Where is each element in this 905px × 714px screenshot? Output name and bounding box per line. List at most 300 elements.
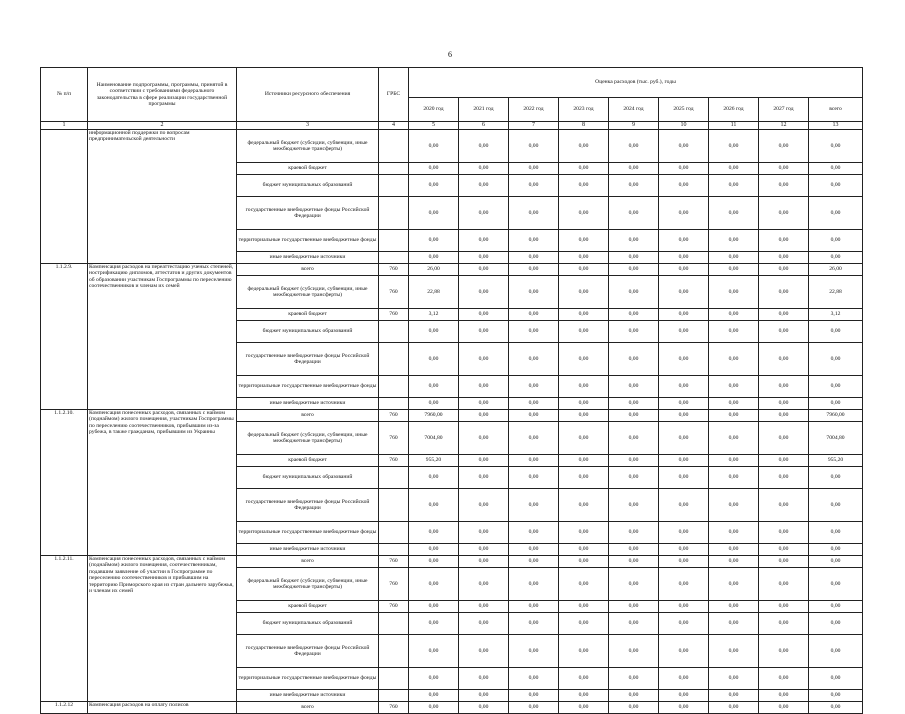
year-value: 0,00 [659, 163, 709, 175]
year-value: 0,00 [709, 398, 759, 410]
row-index: 1.1.2.12 [41, 702, 88, 714]
year-value: 0,00 [509, 668, 559, 690]
year-value: 0,00 [759, 635, 809, 668]
year-value: 0,00 [409, 544, 459, 556]
year-value: 0,00 [559, 376, 609, 398]
funding-source: территориальные государственные внебюджетные фонды [237, 230, 379, 252]
year-value: 0,00 [459, 410, 509, 422]
grbs-code: 760 [379, 276, 409, 309]
year-value: 0,00 [659, 668, 709, 690]
year-value: 0,00 [409, 230, 459, 252]
year-value: 0,00 [509, 264, 559, 276]
total-value: 0,00 [809, 163, 863, 175]
year-value: 0,00 [609, 613, 659, 635]
year-value: 0,00 [709, 422, 759, 455]
year-value: 0,00 [609, 252, 659, 264]
year-value: 0,00 [609, 601, 659, 613]
year-value: 0,00 [609, 163, 659, 175]
year-value: 0,00 [709, 309, 759, 321]
total-value: 0,00 [809, 702, 863, 714]
year-value: 0,00 [609, 544, 659, 556]
funding-source: всего [237, 264, 379, 276]
year-value: 0,00 [459, 398, 509, 410]
grbs-code [379, 635, 409, 668]
year-value: 0,00 [659, 398, 709, 410]
year-value: 0,00 [409, 467, 459, 489]
year-value: 0,00 [659, 613, 709, 635]
year-value: 0,00 [509, 163, 559, 175]
grbs-code: 760 [379, 410, 409, 422]
header-estimate: Оценка расходов (тыс. руб.), годы [409, 68, 863, 98]
year-value: 0,00 [459, 556, 509, 568]
year-value: 0,00 [659, 252, 709, 264]
grbs-code: 760 [379, 568, 409, 601]
year-value: 0,00 [459, 522, 509, 544]
funding-source: государственные внебюджетные фонды Российской Федерации [237, 489, 379, 522]
grbs-code [379, 321, 409, 343]
year-value: 0,00 [659, 522, 709, 544]
year-value: 0,00 [509, 613, 559, 635]
year-value: 0,00 [459, 230, 509, 252]
year-value: 0,00 [459, 668, 509, 690]
year-value: 0,00 [409, 635, 459, 668]
total-value: 0,00 [809, 230, 863, 252]
grbs-code [379, 163, 409, 175]
year-value: 0,00 [709, 668, 759, 690]
year-value: 955,20 [409, 455, 459, 467]
table-row [41, 410, 863, 422]
year-value: 3,12 [409, 309, 459, 321]
year-value: 0,00 [459, 163, 509, 175]
year-value: 0,00 [659, 276, 709, 309]
total-value: 0,00 [809, 175, 863, 197]
program-name: Компенсация понесенных расходов, связанных с наймом (поднаймом) жилого помещения, соотечественникам, подавшим заявление об участии в Госпрограмме по переселению соотечественников и прибывшим на территорию Приморского края из стран дальнего зарубежья, и членам их семей [88, 556, 237, 702]
year-value: 0,00 [559, 422, 609, 455]
header-year: 2027 год [759, 98, 809, 122]
funding-source: бюджет муниципальных образований [237, 613, 379, 635]
total-value: 0,00 [809, 601, 863, 613]
year-value: 0,00 [609, 343, 659, 376]
grbs-code [379, 522, 409, 544]
total-value: 0,00 [809, 668, 863, 690]
year-value: 0,00 [509, 422, 559, 455]
year-value: 0,00 [709, 556, 759, 568]
funding-source: федеральный бюджет (субсидии, субвенции, иные межбюджетные трансферты) [237, 276, 379, 309]
year-value: 0,00 [709, 410, 759, 422]
year-value: 0,00 [459, 702, 509, 714]
year-value: 0,00 [459, 130, 509, 163]
year-value: 0,00 [709, 264, 759, 276]
year-value: 0,00 [459, 544, 509, 556]
year-value: 0,00 [759, 410, 809, 422]
year-value: 0,00 [559, 197, 609, 230]
year-value: 0,00 [659, 455, 709, 467]
year-value: 0,00 [559, 276, 609, 309]
total-value: 22,88 [809, 276, 863, 309]
year-value: 0,00 [509, 568, 559, 601]
year-value: 0,00 [459, 197, 509, 230]
year-value: 0,00 [609, 690, 659, 702]
grbs-code [379, 197, 409, 230]
header-year: 2020 год [409, 98, 459, 122]
year-value: 0,00 [609, 376, 659, 398]
year-value: 0,00 [609, 568, 659, 601]
funding-source: государственные внебюджетные фонды Российской Федерации [237, 343, 379, 376]
year-value: 0,00 [459, 422, 509, 455]
column-number: 12 [759, 122, 809, 130]
grbs-code [379, 467, 409, 489]
year-value: 0,00 [559, 702, 609, 714]
grbs-code: 760 [379, 264, 409, 276]
year-value: 0,00 [409, 522, 459, 544]
grbs-code [379, 613, 409, 635]
year-value: 0,00 [609, 197, 659, 230]
year-value: 0,00 [509, 343, 559, 376]
year-value: 0,00 [559, 163, 609, 175]
grbs-code: 760 [379, 702, 409, 714]
year-value: 0,00 [559, 544, 609, 556]
year-value: 0,00 [509, 376, 559, 398]
year-value: 0,00 [659, 467, 709, 489]
year-value: 0,00 [559, 568, 609, 601]
funding-source: иные внебюджетные источники [237, 690, 379, 702]
grbs-code [379, 489, 409, 522]
year-value: 0,00 [409, 601, 459, 613]
header-source: Источники ресурсного обеспечения [237, 68, 379, 122]
column-number: 10 [659, 122, 709, 130]
year-value: 0,00 [759, 130, 809, 163]
funding-source: краевой бюджет [237, 601, 379, 613]
total-value: 7004,80 [809, 422, 863, 455]
year-value: 0,00 [659, 130, 709, 163]
funding-source: территориальные государственные внебюджетные фонды [237, 376, 379, 398]
year-value: 0,00 [509, 410, 559, 422]
year-value: 0,00 [559, 690, 609, 702]
total-value: 3,12 [809, 309, 863, 321]
year-value: 0,00 [509, 467, 559, 489]
year-value: 0,00 [509, 252, 559, 264]
total-value: 0,00 [809, 467, 863, 489]
header-year: 2023 год [559, 98, 609, 122]
year-value: 0,00 [609, 276, 659, 309]
year-value: 0,00 [509, 321, 559, 343]
funding-source: федеральный бюджет (субсидии, субвенции, иные межбюджетные трансферты) [237, 130, 379, 163]
year-value: 0,00 [459, 343, 509, 376]
page-number: 6 [448, 50, 452, 59]
year-value: 0,00 [559, 467, 609, 489]
header-year: 2025 год [659, 98, 709, 122]
header-grbs: ГРБС [379, 68, 409, 122]
grbs-code [379, 252, 409, 264]
year-value: 0,00 [759, 556, 809, 568]
year-value: 0,00 [409, 556, 459, 568]
funding-source: всего [237, 702, 379, 714]
total-value: 0,00 [809, 690, 863, 702]
year-value: 0,00 [759, 230, 809, 252]
year-value: 0,00 [559, 489, 609, 522]
year-value: 0,00 [509, 175, 559, 197]
year-value: 0,00 [409, 398, 459, 410]
year-value: 0,00 [709, 613, 759, 635]
year-value: 0,00 [459, 175, 509, 197]
year-value: 0,00 [509, 130, 559, 163]
year-value: 0,00 [609, 556, 659, 568]
year-value: 0,00 [759, 309, 809, 321]
year-value: 7004,80 [409, 422, 459, 455]
year-value: 0,00 [609, 309, 659, 321]
grbs-code: 760 [379, 309, 409, 321]
year-value: 0,00 [409, 568, 459, 601]
year-value: 0,00 [509, 489, 559, 522]
grbs-code: 760 [379, 455, 409, 467]
table-row [41, 556, 863, 568]
grbs-code: 760 [379, 556, 409, 568]
year-value: 0,00 [759, 175, 809, 197]
year-value: 0,00 [709, 690, 759, 702]
year-value: 0,00 [459, 264, 509, 276]
funding-source: краевой бюджет [237, 309, 379, 321]
year-value: 0,00 [709, 702, 759, 714]
year-value: 0,00 [709, 544, 759, 556]
year-value: 0,00 [459, 635, 509, 668]
year-value: 0,00 [559, 309, 609, 321]
year-value: 0,00 [409, 613, 459, 635]
year-value: 0,00 [509, 690, 559, 702]
year-value: 0,00 [709, 376, 759, 398]
total-value: 0,00 [809, 568, 863, 601]
year-value: 0,00 [759, 376, 809, 398]
total-value: 0,00 [809, 130, 863, 163]
year-value: 0,00 [459, 321, 509, 343]
year-value: 0,00 [709, 197, 759, 230]
year-value: 0,00 [759, 568, 809, 601]
row-index: 1.1.2.11. [41, 556, 88, 702]
year-value: 0,00 [659, 343, 709, 376]
year-value: 0,00 [559, 398, 609, 410]
total-value: 955,20 [809, 455, 863, 467]
table-header [41, 68, 863, 130]
year-value: 26,00 [409, 264, 459, 276]
year-value: 0,00 [659, 489, 709, 522]
year-value: 0,00 [659, 264, 709, 276]
grbs-code [379, 175, 409, 197]
total-value: 0,00 [809, 635, 863, 668]
year-value: 0,00 [409, 690, 459, 702]
year-value: 0,00 [659, 544, 709, 556]
year-value: 0,00 [509, 522, 559, 544]
total-value: 0,00 [809, 556, 863, 568]
year-value: 0,00 [709, 467, 759, 489]
year-value: 0,00 [659, 197, 709, 230]
total-value: 0,00 [809, 522, 863, 544]
year-value: 0,00 [409, 489, 459, 522]
grbs-code: 760 [379, 422, 409, 455]
funding-source: иные внебюджетные источники [237, 544, 379, 556]
year-value: 0,00 [409, 376, 459, 398]
year-value: 0,00 [709, 601, 759, 613]
column-number: 3 [237, 122, 379, 130]
year-value: 0,00 [709, 568, 759, 601]
year-value: 0,00 [409, 197, 459, 230]
total-value: 0,00 [809, 613, 863, 635]
year-value: 0,00 [609, 668, 659, 690]
total-value: 7960,00 [809, 410, 863, 422]
year-value: 0,00 [509, 455, 559, 467]
column-number: 8 [559, 122, 609, 130]
total-value: 0,00 [809, 489, 863, 522]
year-value: 0,00 [609, 410, 659, 422]
year-value: 0,00 [709, 252, 759, 264]
year-value: 0,00 [559, 410, 609, 422]
year-value: 0,00 [609, 455, 659, 467]
table-row [41, 264, 863, 276]
year-value: 0,00 [409, 175, 459, 197]
year-value: 0,00 [609, 175, 659, 197]
grbs-code [379, 398, 409, 410]
column-number: 5 [409, 122, 459, 130]
year-value: 0,00 [559, 264, 609, 276]
year-value: 0,00 [759, 455, 809, 467]
year-value: 0,00 [609, 422, 659, 455]
year-value: 0,00 [559, 130, 609, 163]
year-value: 0,00 [509, 702, 559, 714]
year-value: 0,00 [509, 309, 559, 321]
year-value: 0,00 [609, 489, 659, 522]
program-name: Компенсация расходов на оплату полисов [88, 702, 237, 714]
total-value: 0,00 [809, 197, 863, 230]
header-no: № п/п [41, 68, 88, 122]
budget-table [40, 67, 863, 714]
year-value: 0,00 [709, 489, 759, 522]
year-value: 0,00 [459, 690, 509, 702]
year-value: 0,00 [759, 668, 809, 690]
year-value: 0,00 [659, 321, 709, 343]
funding-source: всего [237, 556, 379, 568]
year-value: 0,00 [559, 230, 609, 252]
year-value: 0,00 [659, 690, 709, 702]
year-value: 0,00 [709, 455, 759, 467]
year-value: 0,00 [509, 398, 559, 410]
year-value: 0,00 [509, 635, 559, 668]
total-value: 0,00 [809, 376, 863, 398]
funding-source: иные внебюджетные источники [237, 252, 379, 264]
year-value: 0,00 [759, 702, 809, 714]
total-value: 0,00 [809, 398, 863, 410]
year-value: 0,00 [459, 613, 509, 635]
year-value: 0,00 [759, 422, 809, 455]
program-name: информационной поддержки по вопросам предпринимательской деятельности [88, 130, 237, 264]
year-value: 0,00 [509, 601, 559, 613]
column-number: 6 [459, 122, 509, 130]
column-number: 13 [809, 122, 863, 130]
year-value: 0,00 [559, 321, 609, 343]
grbs-code [379, 376, 409, 398]
funding-source: федеральный бюджет (субсидии, субвенции, иные межбюджетные трансферты) [237, 422, 379, 455]
year-value: 0,00 [459, 601, 509, 613]
header-year: 2022 год [509, 98, 559, 122]
row-index [41, 130, 88, 264]
year-value: 0,00 [659, 702, 709, 714]
year-value: 0,00 [659, 568, 709, 601]
year-value: 0,00 [609, 467, 659, 489]
year-value: 0,00 [459, 467, 509, 489]
year-value: 0,00 [759, 197, 809, 230]
year-value: 0,00 [659, 601, 709, 613]
total-value: 0,00 [809, 343, 863, 376]
year-value: 0,00 [409, 321, 459, 343]
year-value: 22,88 [409, 276, 459, 309]
funding-source: государственные внебюджетные фонды Российской Федерации [237, 197, 379, 230]
year-value: 0,00 [459, 376, 509, 398]
year-value: 0,00 [759, 163, 809, 175]
year-value: 0,00 [509, 276, 559, 309]
funding-source: территориальные государственные внебюджетные фонды [237, 668, 379, 690]
grbs-code [379, 343, 409, 376]
total-value: 0,00 [809, 252, 863, 264]
year-value: 0,00 [709, 321, 759, 343]
year-value: 0,00 [759, 467, 809, 489]
header-name: Наименование подпрограммы, программы, принятой в соответствии с требованиями федерального законодательства в сфере реализации государственной программы [88, 68, 237, 122]
year-value: 0,00 [709, 276, 759, 309]
column-number: 2 [88, 122, 237, 130]
year-value: 0,00 [559, 455, 609, 467]
year-value: 0,00 [759, 252, 809, 264]
year-value: 0,00 [409, 702, 459, 714]
total-value: 0,00 [809, 544, 863, 556]
header-year: 2026 год [709, 98, 759, 122]
year-value: 0,00 [559, 343, 609, 376]
year-value: 0,00 [609, 264, 659, 276]
year-value: 0,00 [559, 601, 609, 613]
year-value: 0,00 [559, 252, 609, 264]
year-value: 0,00 [659, 175, 709, 197]
year-value: 0,00 [409, 343, 459, 376]
header-year: 2024 год [609, 98, 659, 122]
program-name: Компенсация понесенных расходов, связанных с наймом (поднаймом) жилого помещения, участникам Госпрограммы по переселению соотечественников, прибывшим из-за рубежа, в также гражданам, прибывшим из Украины [88, 410, 237, 556]
year-value: 0,00 [559, 175, 609, 197]
year-value: 0,00 [709, 130, 759, 163]
year-value: 0,00 [509, 230, 559, 252]
header-year: всего [809, 98, 863, 122]
year-value: 0,00 [709, 522, 759, 544]
grbs-code [379, 668, 409, 690]
year-value: 0,00 [609, 702, 659, 714]
year-value: 0,00 [509, 556, 559, 568]
grbs-code [379, 230, 409, 252]
year-value: 0,00 [759, 321, 809, 343]
year-value: 0,00 [709, 343, 759, 376]
year-value: 0,00 [509, 544, 559, 556]
row-index: 1.1.2.9. [41, 264, 88, 410]
funding-source: бюджет муниципальных образований [237, 175, 379, 197]
grbs-code [379, 130, 409, 163]
year-value: 0,00 [759, 343, 809, 376]
year-value: 7960,00 [409, 410, 459, 422]
year-value: 0,00 [559, 556, 609, 568]
year-value: 0,00 [709, 163, 759, 175]
funding-source: иные внебюджетные источники [237, 398, 379, 410]
funding-source: краевой бюджет [237, 455, 379, 467]
year-value: 0,00 [459, 276, 509, 309]
funding-source: федеральный бюджет (субсидии, субвенции, иные межбюджетные трансферты) [237, 568, 379, 601]
year-value: 0,00 [659, 635, 709, 668]
column-number: 9 [609, 122, 659, 130]
total-value: 26,00 [809, 264, 863, 276]
year-value: 0,00 [659, 556, 709, 568]
year-value: 0,00 [709, 635, 759, 668]
funding-source: государственные внебюджетные фонды Российской Федерации [237, 635, 379, 668]
total-value: 0,00 [809, 321, 863, 343]
